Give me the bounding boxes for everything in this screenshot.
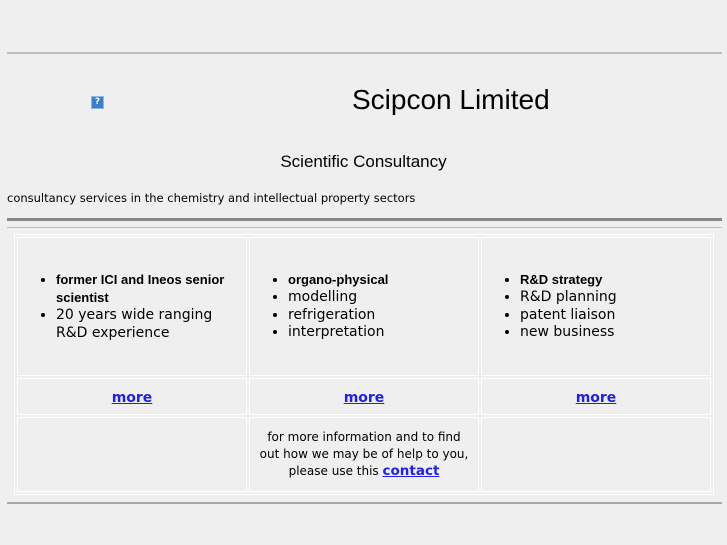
empty-cell-left	[17, 417, 247, 492]
services-table	[14, 234, 714, 495]
services-cell-1	[17, 237, 247, 376]
contact-cell	[249, 417, 479, 492]
thin-divider	[7, 227, 722, 228]
list-item: • new business	[520, 324, 710, 342]
list-item: • R&D strategy	[520, 271, 710, 289]
services-list-1	[18, 271, 246, 342]
top-divider	[7, 52, 722, 54]
page-title: Scipcon Limited	[352, 84, 550, 115]
list-item: • modelling	[288, 289, 478, 307]
contact-link[interactable]: contact	[382, 463, 440, 479]
services-list-2	[250, 271, 478, 342]
more-link-1[interactable]: more	[111, 390, 153, 406]
broken-image-icon: ?	[91, 96, 104, 109]
page-subtitle: Scientific Consultancy	[280, 152, 447, 171]
contact-text-block	[250, 429, 478, 480]
empty-cell-right	[481, 417, 711, 492]
bottom-divider	[7, 502, 722, 504]
list-item: • former ICI and Ineos senior scientist	[56, 271, 246, 307]
list-item: • 20 years wide ranging R&D experience	[56, 307, 246, 342]
tagline: consultancy services in the chemistry and intellectual property sectors	[7, 191, 416, 205]
more-link-3[interactable]: more	[575, 390, 617, 406]
list-item: • patent liaison	[520, 307, 710, 325]
contact-text: for more information and to find out how we may be of help to you, please use this	[259, 430, 469, 478]
list-item: • organo-physical	[288, 271, 478, 289]
list-item: • refrigeration	[288, 307, 478, 325]
more-cell-2	[249, 378, 479, 415]
more-cell-3	[481, 378, 711, 415]
list-item: • R&D planning	[520, 289, 710, 307]
more-cell-1	[17, 378, 247, 415]
services-cell-3	[481, 237, 711, 376]
services-list-3	[482, 271, 710, 342]
more-link-2[interactable]: more	[343, 390, 385, 406]
thick-divider	[7, 218, 722, 221]
services-cell-2	[249, 237, 479, 376]
list-item: • interpretation	[288, 324, 478, 342]
